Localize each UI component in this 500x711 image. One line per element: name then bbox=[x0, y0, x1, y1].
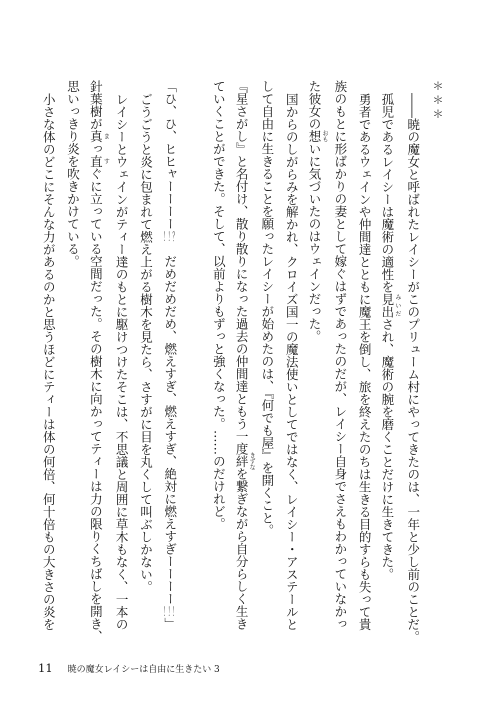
ruby-annotation bbox=[379, 292, 401, 318]
text-line-07: して自由に生きることを願ったレイシーが始めたのは、『何でも屋』を開くこと。 bbox=[259, 80, 275, 537]
ruby-annotation bbox=[307, 130, 329, 143]
ruby-annotation bbox=[234, 452, 256, 471]
body-text bbox=[36, 80, 449, 643]
text-line-14: 小さな体のどこにそんな力があるのかと思うほどにティーは体の何倍、何十倍もの大きさの炎を bbox=[41, 92, 57, 630]
text-line-12 bbox=[85, 80, 110, 643]
text-line-01: ――暁の魔女と呼ばれたレイシーがこのプリューム村にやってきたのは、一年と少し前のことだ。 bbox=[405, 92, 421, 643]
exclamation-mark: ！！？ bbox=[163, 230, 178, 243]
text-run: 『星さがし』と名付け、散り散りになった過去の仲間達ともう一度 bbox=[234, 80, 250, 455]
text-run: だめだめだめ、燃えすぎ、燃えすぎ、絶対に燃えすぎーーーー bbox=[162, 242, 178, 605]
ruby-base: 直 bbox=[88, 155, 104, 168]
blank-line bbox=[182, 80, 206, 630]
text-line-05 bbox=[303, 80, 327, 630]
text-line-06: 国からのしがらみを解かれ、クロイズ国一の魔法使いとしてではなく、レイシー・アステールと bbox=[284, 92, 300, 630]
ruby-base: 絆 bbox=[234, 452, 250, 471]
text-line-13: 思いっきり炎を吹きかけている。 bbox=[65, 80, 81, 268]
ruby-base: 想 bbox=[307, 130, 323, 143]
text-line-02 bbox=[376, 80, 400, 630]
text-run: 」 bbox=[162, 617, 178, 630]
exclamation-mark: ！！！ bbox=[163, 605, 178, 618]
running-title: 暁の魔女レイシーは自由に生きたい 3 bbox=[67, 665, 220, 675]
ruby-base: 真 bbox=[88, 130, 104, 143]
ruby-reading: おも bbox=[321, 130, 329, 143]
text-line-03: 勇者であるウェインや仲間達とともに魔王を倒し、旅を終えたのちは生きる目的すらも失って貴 bbox=[357, 92, 373, 630]
text-run: ぐに立っている空間だった。その樹木に向かってティーは力の限りくちばしを開き、 bbox=[88, 167, 104, 643]
text-line-04: 族のもとに形ばかりの妻として嫁ぐはずであったのだが、レイシー自身でさえもわかっていなかっ bbox=[332, 80, 348, 630]
text-run: 針葉樹が bbox=[88, 80, 104, 130]
ruby-annotation bbox=[88, 155, 110, 168]
text-line-08 bbox=[230, 80, 254, 630]
text-run: 「ひ、ひ、ヒヒャーーーー bbox=[162, 80, 178, 230]
ruby-reading: ま bbox=[102, 130, 110, 143]
dialogue-line bbox=[157, 80, 181, 630]
text-line-09: ていくことができた。そして、以前よりもずっと強くなった。……のだけれど。 bbox=[211, 80, 227, 530]
ruby-reading: きずな bbox=[248, 452, 256, 471]
text-run: た彼女の bbox=[307, 80, 323, 130]
text-line-10: ごうごうと炎に包まれて燃え上がる樹木を見たら、さすがに目を丸くして叫ぶしかない。 bbox=[138, 92, 154, 593]
running-footer bbox=[38, 661, 220, 677]
text-run: を繋ぎながら自分らしく生き bbox=[234, 467, 250, 630]
ruby-base: 見出 bbox=[379, 292, 395, 318]
text-line-11: レイシーとウェインがティー達のもとに駆けつけたそこは、不思議と周囲に草木もなく、一本の bbox=[114, 92, 130, 630]
text-run: っ bbox=[88, 142, 104, 155]
ruby-annotation bbox=[88, 130, 110, 143]
text-run: いに気づいたのはウェインだった。 bbox=[307, 142, 323, 343]
page-number: 11 bbox=[38, 661, 53, 675]
text-run: 孤児であるレイシーは魔術の適性を bbox=[379, 92, 395, 293]
ruby-reading: す bbox=[102, 155, 110, 168]
scene-break: ＊＊＊ bbox=[431, 80, 444, 122]
text-run: され、魔術の腕を磨くことだけに生きてきた。 bbox=[379, 317, 395, 580]
ruby-reading: みいだ bbox=[393, 292, 401, 318]
